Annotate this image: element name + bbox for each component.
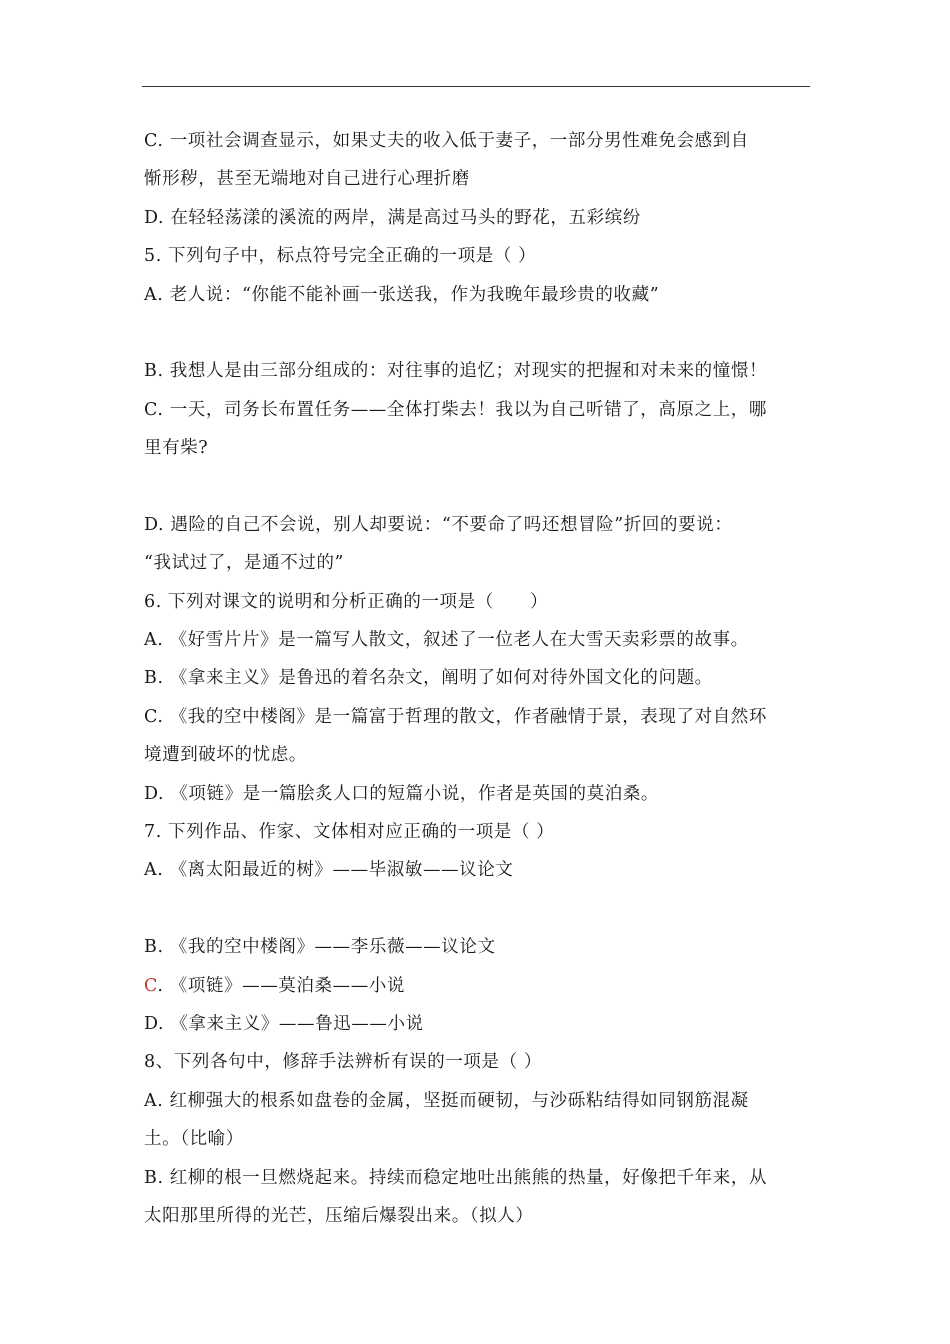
document-body xyxy=(144,122,812,1235)
q7-option-c-letter: C xyxy=(144,975,158,996)
q6-option-c-line2: 境遭到破坏的忧虑。 xyxy=(144,745,307,766)
q7-option-c-text: . 《项链》——莫泊桑——小说 xyxy=(157,975,405,996)
spacer xyxy=(144,890,812,928)
q4-option-d: D. 在轻轻荡漾的溪流的两岸，满是高过马头的野花，五彩缤纷 xyxy=(144,207,641,228)
q6-option-d: D. 《项链》是一篇脍炙人口的短篇小说，作者是英国的莫泊桑。 xyxy=(144,783,660,804)
spacer xyxy=(144,314,812,352)
question-6: 6. 下列对课文的说明和分析正确的一项是（ ） xyxy=(144,591,549,612)
q8-option-b-line2: 太阳那里所得的光芒，压缩后爆裂出来。（拟人） xyxy=(144,1205,534,1226)
q7-option-b: B. 《我的空中楼阁》——李乐薇——议论文 xyxy=(144,937,496,958)
q8-option-a-line2: 土。（比喻） xyxy=(144,1129,244,1150)
q7-option-d: D. 《拿来主义》——鲁迅——小说 xyxy=(144,1013,424,1034)
q4-option-c-line2: 惭形秽，甚至无端地对自己进行心理折磨 xyxy=(144,169,470,190)
question-7: 7. 下列作品、作家、文体相对应正确的一项是（ ） xyxy=(144,822,555,843)
q7-option-a: A. 《离太阳最近的树》——毕淑敏——议论文 xyxy=(144,860,514,881)
q6-option-c-line1: C. 《我的空中楼阁》是一篇富于哲理的散文，作者融情于景，表现了对自然环 xyxy=(144,706,767,727)
header-rule xyxy=(142,86,810,87)
q8-option-a-line1: A. 红柳强大的根系如盘卷的金属，坚挺而硬韧，与沙砾粘结得如同钢筋混凝 xyxy=(144,1090,749,1111)
q7-option-c xyxy=(144,967,812,1005)
q6-option-b: B. 《拿来主义》是鲁迅的着名杂文，阐明了如何对待外国文化的问题。 xyxy=(144,668,713,689)
q4-option-c-line1: C. 一项社会调查显示，如果丈夫的收入低于妻子，一部分男性难免会感到自 xyxy=(144,131,749,151)
q5-option-c-line2: 里有柴? xyxy=(144,438,209,459)
q8-option-b-line1: B. 红柳的根一旦燃烧起来。持续而稳定地吐出熊熊的热量，好像把千年来，从 xyxy=(144,1167,768,1188)
spacer xyxy=(144,468,812,506)
q6-option-a: A. 《好雪片片》是一篇写人散文，叙述了一位老人在大雪天卖彩票的故事。 xyxy=(144,630,749,651)
q5-option-b: B. 我想人是由三部分组成的：对往事的追忆；对现实的把握和对未来的憧憬！ xyxy=(144,361,768,382)
question-5: 5. 下列句子中，标点符号完全正确的一项是（ ） xyxy=(144,246,537,267)
q5-option-c-line1: C. 一天，司务长布置任务——全体打柴去！我以为自己听错了，高原之上，哪 xyxy=(144,399,767,420)
q5-option-d-line2: “我试过了，是通不过的” xyxy=(144,553,345,574)
question-8: 8、下列各句中，修辞手法辨析有误的一项是（ ） xyxy=(144,1052,542,1073)
q5-option-d-line1: D. 遇险的自己不会说，别人却要说：“不要命了吗还想冒险”折回的要说： xyxy=(144,514,733,535)
q5-option-a: A. 老人说：“你能不能补画一张送我，作为我晚年最珍贵的收藏” xyxy=(144,284,660,305)
